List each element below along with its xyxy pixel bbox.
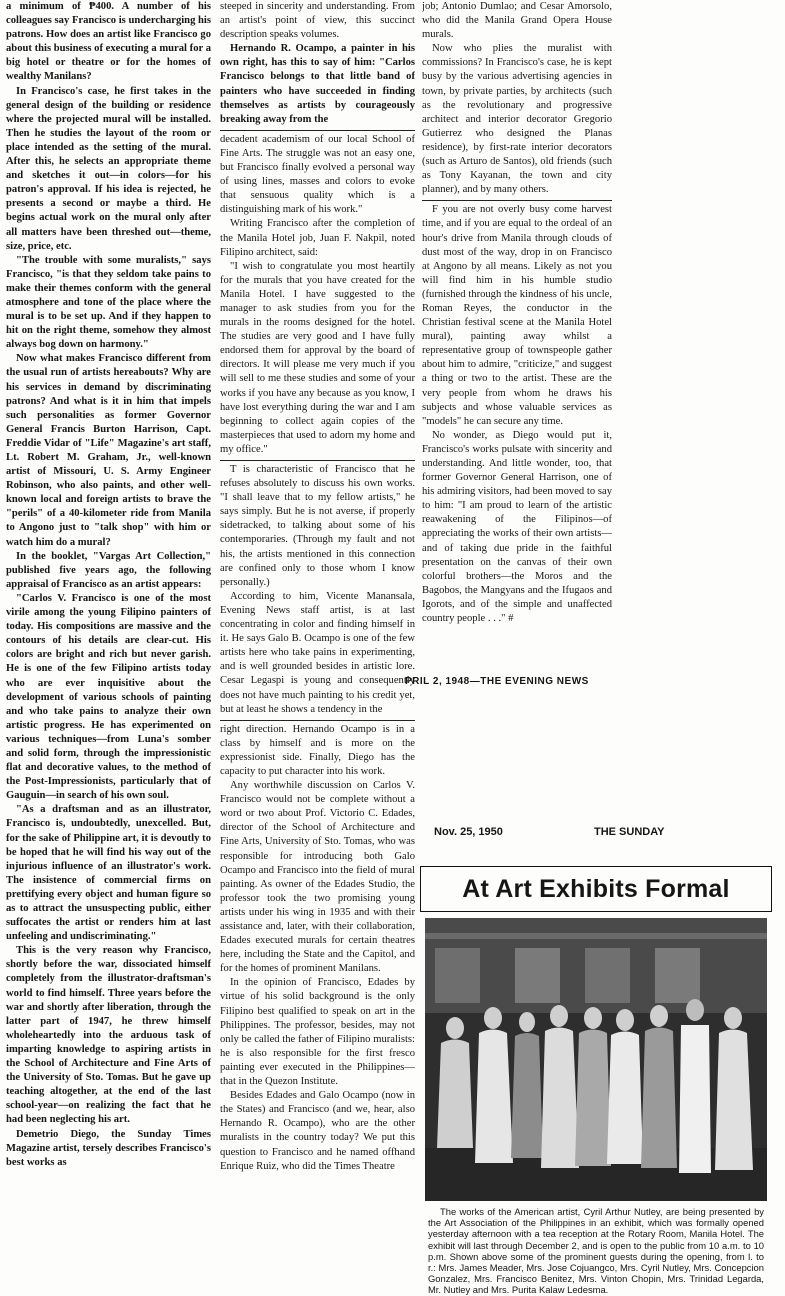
newspaper-footer-dateline: PRIL 2, 1948—THE EVENING NEWS (405, 676, 589, 687)
column-divider (220, 720, 415, 721)
article-paragraph: In the opinion of Francisco, Edades by virtue of his solid background is the only Filipino best qualified to speak on art in the Philippines. The professor, besides, may not only be called the father of Filipino muralists: he is also responsible for the first fresco painting ever executed in the Philippines—that in the Quezon Institute. (220, 977, 415, 1088)
article-paragraph-dropcap: T is characteristic of Francisco that he refuses absolutely to discuss his own works. "I shall leave that to my fellow artists," he says simply. But he is not averse, if properly sidetracked, to talking about some of his contemporaries. (Through my fault and not his, the artists mentioned in this connection are confined only to those whom I know personally.) (220, 464, 415, 588)
article-paragraph: "As a draftsman and as an illustrator, Francisco is, undoubtedly, unexcelled. But, for the sake of Philippine art, it is devoutly to be hoped that he will find his way out of the injurious influence of an illustrator's work. The insistence of commercial firms on prettifying every object and human figure so as to attract the unsuspecting public, either suffocates the artist or renders him at last unfeeling and undiscriminating." (6, 804, 211, 943)
section-divider (422, 200, 612, 201)
article-paragraph: According to him, Vicente Manansala, Evening News staff artist, is at last concentrating in color and finding himself in it. He says Galo B. Ocampo is one of the few artists here who take pains in experimenting, and is well grounded besides in artistic lore. Cesar Legaspi is young and consequently does not have much painting to his credit yet, but at least he shows a tendency in the (220, 590, 415, 715)
article-paragraph: a minimum of ₱400. A number of his colleagues say Francisco is undercharging his patrons. How does an artist like Francisco go about this business of executing a mural for a big hotel or theatre or for the homes of wealthy Manilans? (6, 1, 211, 83)
article-paragraph: "I wish to congratulate you most heartily for the murals that you have created for the Manila Hotel. I have suggested to the manager to ask studies from you for the murals in the rooms designed for the hotel. The studies are very good and I have fully endorsed them for approval by the board of directors. It will please me very much if you will sell to me these studies and some of your works if you have any because as you know, I have lost everything during the war and I am beginning to collect again copies of the masterpieces that used to adorn my home and my office." (220, 260, 415, 455)
article-paragraph: Now what makes Francisco different from the usual run of artists hereabouts? Why are his services in demand by discriminating patrons? And what is it in him that impels such personalities as former Governor General Francis Burton Harrison, Capt. Freddie Vidar of "Life" Magazine's art staff, Lt. Robert M. Graham, Jr., well-known artist of Missouri, U. S. Army Engineer Robinson, who also paints, and other well-known local and foreign artists to brave the "perils" of a 40-kilometer ride from Manila to Angono just to "talk shop" with him or watch him do a mural? (6, 353, 211, 548)
article-paragraph: "The trouble with some muralists," says Francisco, "is that they seldom take pains to make their themes conform with the general atmosphere and tone of the place where the mural is to be set up. And if they happen to hit on the right theme, somehow they almost always bog down on harmony." (6, 254, 211, 351)
article-column-middle (220, 0, 415, 1180)
clipping-date: Nov. 25, 1950 (434, 826, 503, 838)
news-clipping-exhibit (420, 826, 772, 1296)
article-paragraph: No wonder, as Diego would put it, Francisco's works pulsate with sincerity and understanding. And little wonder, too, that former Governor General Harrison, one of his admiring visitors, had been moved to say to him: "I am proud to learn of the artistic reawakening of the Filipinos—of appreciating the works of their own artists—and of taking due pride in the faithful presentation on the canvas of their own colorful brothers—the Moros and the Bagobos, the Mangyans and the Ifugaos and Igorots, and of the simple and unaffected country people . . ." # (422, 429, 612, 625)
article-paragraph-dropcap: F you are not overly busy come harvest time, and if you are equal to the ordeal of an hour's drive from Manila through clouds of dust most of the way, drop in on Francisco at Angono by all means. Likely as not you will find him in his humble studio (furnished through the kindness of his uncle, Roman Reyes, the conductor in the Christian festival scene at the Manila Hotel mural), painting away whilst a representative group of townspeople gather about him to admire, "criticize," and suggest a thing or two to the artist. These are the very people from whom he draws his subjects and whose valuable services as "models" he can secure any time. (422, 204, 612, 427)
article-paragraph: In the booklet, "Vargas Art Collection," published five years ago, the following appraisal of Francisco as an artist appears: (6, 550, 211, 590)
section-divider (220, 460, 415, 461)
article-paragraph: decadent academism of our local School of Fine Arts. The struggle was not an easy one, but Francisco finally evolved a personal way of using lines, masses and colors to evoke that sensuous quality which is a distinguishing mark of his work." (220, 133, 415, 216)
event-photograph (425, 918, 767, 1201)
article-paragraph: right direction. Hernando Ocampo is in a class by himself and is more on the expressionist side. Finally, Diego has the capacity to put character into his work. (220, 723, 415, 777)
article-paragraph: Besides Edades and Galo Ocampo (now in the States) and Francisco (and we, hear, also Hernando R. Ocampo), who are the other muralists in the country today? We put this question to Francisco and he named offhand Enrique Ruiz, who did the Times Theatre (220, 1090, 415, 1172)
clipping-headline: At Art Exhibits Formal (420, 866, 772, 912)
clipping-paper-name: THE SUNDAY (594, 826, 665, 838)
article-column-left (6, 0, 211, 1280)
article-paragraph: Hernando R. Ocampo, a painter in his own right, has this to say of him: "Carlos Francisco belongs to that little band of painters who have succeeded in finding themselves as artists by courageously breaking away from the (220, 43, 415, 125)
photo-caption: The works of the American artist, Cyril Arthur Nutley, are being presented by the Art Association of the Philippines in an exhibit, which was formally opened yesterday afternoon with a tea reception at the Rotary Room, Manila Hotel. The exhibit will last through December 2, and is open to the public from 10 a.m. to 10 p.m. Shown above some of the prominent guests during the opening, from l. to r.: Mrs. James Meader, Mrs. Jose Cojuangco, Mrs. Cyril Nutley, Mrs. Concepcion Gonzalez, Mrs. Francisco Benitez, Mrs. Vinton Chopin, Mrs. Trinidad Legarda, Mr. Nutley and Mrs. Purita Kalaw Ledesma. (428, 1206, 764, 1296)
article-paragraph: "Carlos V. Francisco is one of the most virile among the young Filipino painters of today. His compositions are massive and the contours of his details are clear-cut. His colors are bright and rich but never garish. He is one of the few Filipino artists today who are ever inquisitive about the development of various schools of painting and who take pains to analyze their own artistic progress. He has experimented on various techniques—from Luna's somber and solid form, through the impressionistic flat and decorative values, to the method of the Post-Impressionists, particularly that of Gauguin—in search of his own soul. (6, 592, 211, 802)
article-column-right (422, 0, 612, 665)
article-paragraph: job; Antonio Dumlao; and Cesar Amorsolo, who did the Manila Grand Opera House murals. (422, 1, 612, 41)
article-paragraph: Now who plies the muralist with commissions? In Francisco's case, he is kept busy by the various advertising agencies in town, by private parties, by architects (such as the revolutionary and progressive architect and interior decorator Gregorio Gutierrez who designed the Planas residence), by first-rate interior decorators (such as Arturo de Santos), old friends (such as Tony Kayanan, the town and city planner), and by many others. (422, 43, 612, 196)
article-paragraph: Any worthwhile discussion on Carlos V. Francisco would not be complete without a word or two about Prof. Victorio C. Edades, director of the School of Architecture and Fine Arts, University of Sto. Tomas, who was responsible for introducing both Galo Ocampo and Francisco into the field of mural painting. As owner of the Edades Studio, the professor took the two promising young artists under his wing in 1935 and with their assistance and, later, with their collaboration, Edades executed murals for certain theatres here, including the State and the Capitol, and for the homes of prominent Manilans. (220, 780, 415, 975)
article-paragraph: In Francisco's case, he first takes in the general design of the building or residence where the projected mural will be installed. Then he studies the layout of the room or place intended as the setting of the mural. After this, he selects an appropriate theme and sketches it out—in colors—for his patron's approval. If his idea is rejected, he presents a second or maybe a third. He begins actual work on the mural only after all matters have been threshed out—theme, size, price, etc. (6, 85, 211, 252)
article-paragraph: steeped in sincerity and understanding. From an artist's point of view, this succinct description speaks volumes. (220, 1, 415, 41)
article-paragraph: Demetrio Diego, the Sunday Times Magazine artist, tersely describes Francisco's best works as (6, 1128, 211, 1168)
article-paragraph: Writing Francisco after the completion of the Manila Hotel job, Juan F. Nakpil, noted Filipino architect, said: (220, 218, 415, 258)
column-divider (220, 130, 415, 131)
article-paragraph: This is the very reason why Francisco, shortly before the war, dissociated himself completely from the illustrator-draftsman's world to find himself. Three years before the war and shortly after liberation, through the latter part of 1947, he threw himself wholeheartedly into the arduous task of imparting knowledge to aspiring artists in the School of Architecture and Fine Arts of the University of Sto. Tomas. But he gave up teaching altogether, at the end of the last school-year—on realizing the fact that he had been neglecting his art. (6, 945, 211, 1126)
